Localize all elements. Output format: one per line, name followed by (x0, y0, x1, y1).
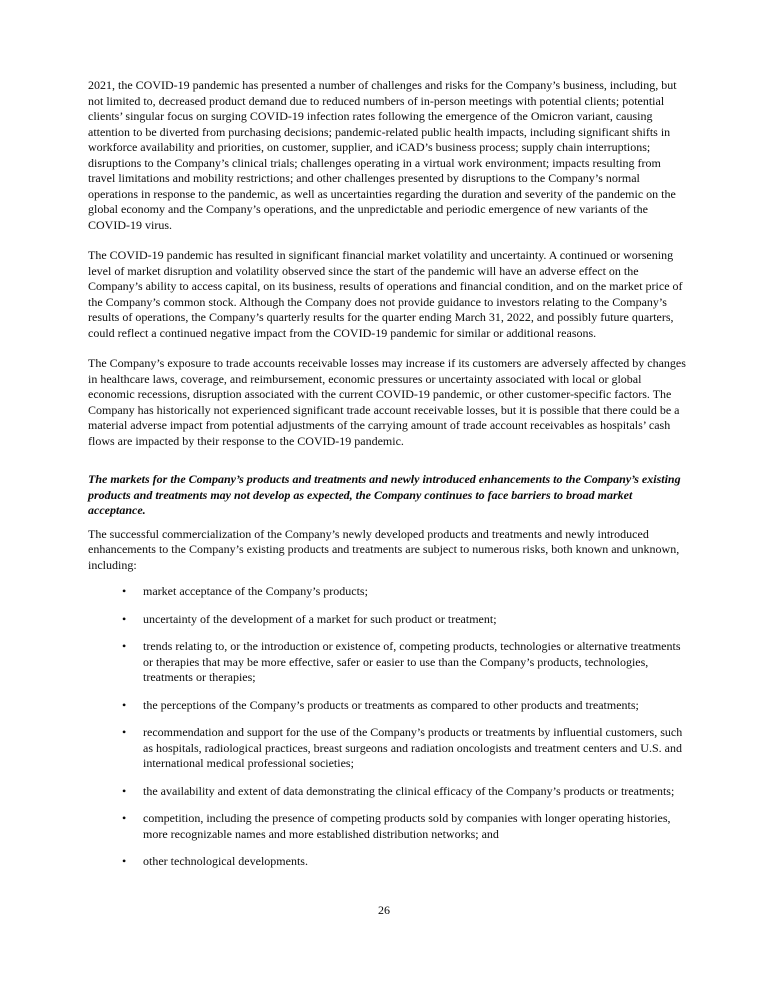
list-item (88, 784, 688, 800)
bullet-text: other technological developments. (143, 854, 308, 868)
bullet-text: the perceptions of the Company’s products or treatments as compared to other products and treatments; (143, 697, 639, 712)
bullet-text: the availability and extent of data demonstrating the clinical efficacy of the Company’s products or treatments; (143, 783, 675, 798)
page-number: 26 (378, 903, 390, 917)
bullet-text: competition, including the presence of competing products sold by companies with longer operating histories, more recognizable names and more established distribution networks; and (143, 811, 671, 841)
bullet-icon: • (122, 584, 127, 598)
list-item (88, 698, 688, 714)
list-item (88, 584, 688, 600)
paragraph-receivable-losses: The Company’s exposure to trade accounts receivable losses may increase if its customers are adversely affected by changes in healthcare laws, coverage, and reimbursement, economic pressures or uncertainty associated with local or global economic recessions, disruption associated with the current COVID-19 pandemic, or other customer-specific factors. The Company has historically not experienced significant trade account receivable losses, but it is possible that there could be a material adverse impact from potential adjustments of the carrying amount of trade account receivables as hospitals’ cash flows are impacted by their response to the COVID-19 pandemic. (88, 356, 686, 448)
bullet-icon: • (122, 611, 127, 626)
list-item (88, 612, 688, 628)
bullet-text: trends relating to, or the introduction or existence of, competing products, technologies or alternative treatments or therapies that may be more effective, safer or easier to use than the Company’s products, technologies, treatments or therapies; (143, 639, 681, 684)
list-item (88, 639, 688, 686)
list-item (88, 854, 688, 870)
bullet-icon: • (122, 811, 127, 825)
bullet-text: uncertainty of the development of a market for such product or treatment; (143, 611, 497, 626)
section-heading: The markets for the Company’s products and treatments and newly introduced enhancements to the Company’s existing products and treatments may not develop as expected, the Company continues to face barriers to broad market acceptance. (88, 472, 681, 517)
paragraph-market-volatility: The COVID-19 pandemic has resulted in significant financial market volatility and uncertainty. A continued or worsening level of market disruption and volatility observed since the start of the pandemic will have an adverse effect on the Company’s ability to access capital, on its business, results of operations and financial condition, and on the market price of the Company’s common stock. Although the Company does not provide guidance to investors relating to the Company’s results of operations, the Company’s quarterly results for the quarter ending March 31, 2022, and possibly future quarters, could reflect a continued negative impact from the COVID-19 pandemic for similar or additional reasons. (88, 248, 683, 340)
bullet-icon: • (122, 697, 127, 712)
bullet-text: market acceptance of the Company’s products; (143, 584, 368, 598)
bullet-icon: • (122, 854, 127, 868)
list-item (88, 811, 688, 842)
risk-bullet-list (88, 584, 688, 870)
list-item (88, 725, 688, 772)
paragraph-covid-challenges: 2021, the COVID-19 pandemic has presented a number of challenges and risks for the Company’s business, including, but not limited to, decreased product demand due to reduced numbers of in-person meetings with potential clients; potential clients’ singular focus on surging COVID-19 infection rates following the emergence of the Omicron variant, causing attention to be diverted from purchasing decisions; pandemic-related public health impacts, including significant shifts in workforce availability and priorities, on customer, supplier, and iCAD’s business process; supply chain interruptions; disruptions to the Company’s clinical trials; challenges operating in a virtual work environment; impacts resulting from travel limitations and mobility restrictions; and other challenges presented by disruptions to the Company’s normal operations in response to the pandemic, as well as uncertainties regarding the duration and severity of the pandemic on the global economy and the Company’s operations, and the unpredictable and periodic emergence of new variants of the COVID-19 virus. (88, 78, 677, 232)
bullet-icon: • (122, 725, 127, 739)
bullet-icon: • (122, 639, 127, 653)
list-intro-paragraph: The successful commercialization of the Company’s newly developed products and treatments and newly introduced enhancements to the Company’s existing products and treatments are subject to numerous risks, both known and unknown, including: (88, 526, 680, 572)
bullet-text: recommendation and support for the use of the Company’s products or treatments by influential customers, such as hospitals, radiological practices, breast surgeons and radiation oncologists and treatment centers and U.S. and international medical professional societies; (143, 725, 683, 770)
bullet-icon: • (122, 783, 127, 798)
page-content (88, 78, 688, 870)
